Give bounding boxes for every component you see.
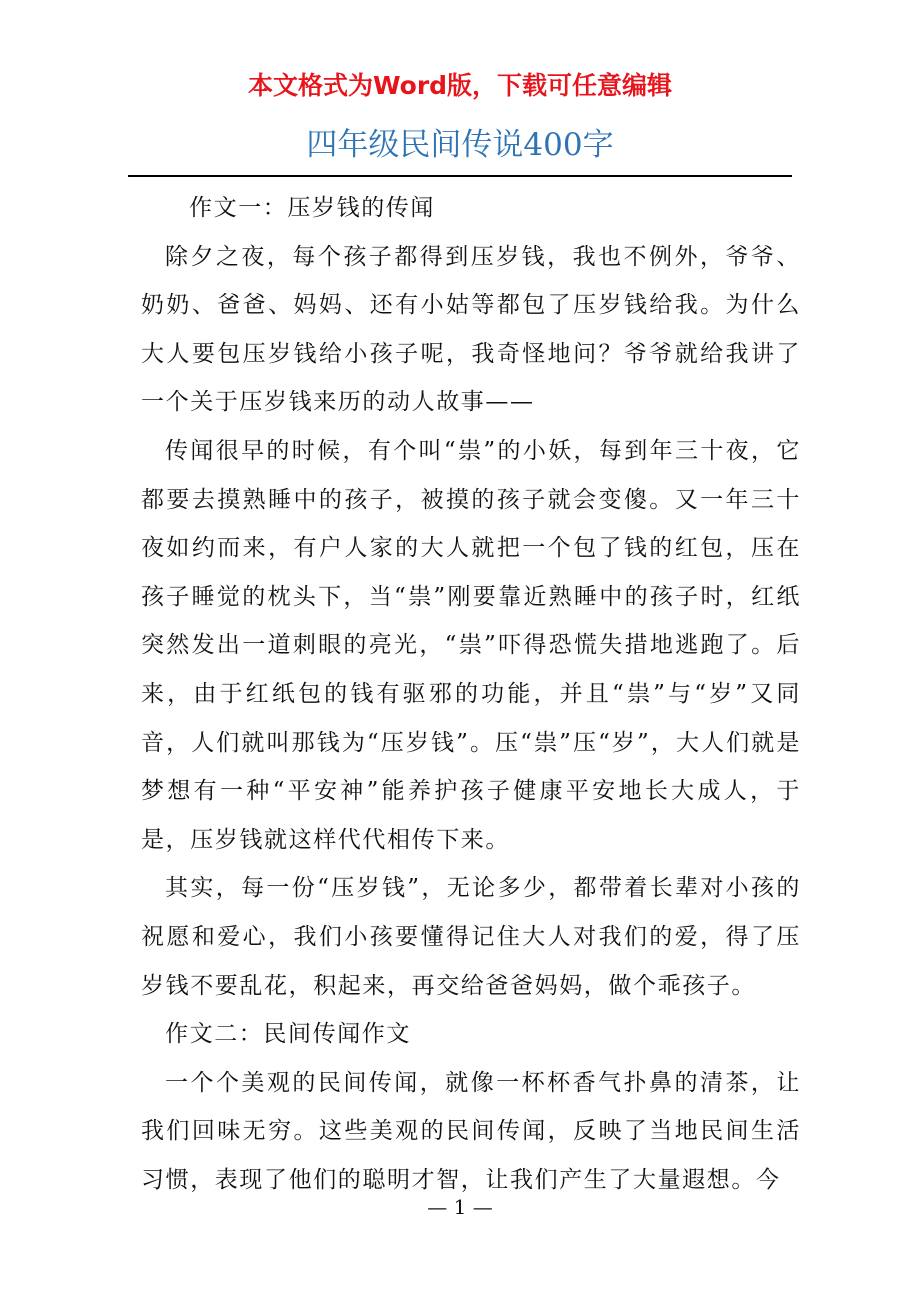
essay1-heading: 作文一：压岁钱的传闻	[189, 195, 435, 221]
essay1-paragraph-1: 除夕之夜，每个孩子都得到压岁钱，我也不例外，爷爷、奶奶、爸爸、妈妈、还有小姑等都包了压岁钱给我。为什么大人要包压岁钱给小孩子呢，我奇怪地问？爷爷就给我讲了一个关于压岁钱来历的动人故事——	[141, 243, 801, 416]
page-number: — 1 —	[427, 1195, 493, 1219]
document-title: 四年级民间传说400字	[306, 127, 614, 163]
title-divider	[128, 175, 792, 177]
format-notice-banner: 本文格式为Word版，下载可任意编辑	[247, 71, 673, 100]
essay2-paragraph-1: 一个个美观的民间传闻，就像一杯杯香气扑鼻的清茶，让我们回味无穷。这些美观的民间传闻，反映了当地民间生活习惯，表现了他们的聪明才智，让我们产生了大量遐想。今	[141, 1069, 801, 1193]
essay1-paragraph-3: 其实，每一份“压岁钱”，无论多少，都带着长辈对小孩的祝愿和爱心，我们小孩要懂得记住大人对我们的爱，得了压岁钱不要乱花，积起来，再交给爸爸妈妈，做个乖孩子。	[141, 875, 801, 999]
essay2-heading: 作文二：民间传闻作文	[165, 1021, 411, 1048]
essay1-paragraph-2: 传闻很早的时候，有个叫“祟”的小妖，每到年三十夜，它都要去摸熟睡中的孩子，被摸的孩子就会变傻。又一年三十夜如约而来，有户人家的大人就把一个包了钱的红包，压在孩子睡觉的枕头下，当“祟”刚要靠近熟睡中的孩子时，红纸突然发出一道刺眼的亮光，“祟”吓得恐慌失措地逃跑了。后来，由于红纸包的钱有驱邪的功能，并且“祟”与“岁”又同音，人们就叫那钱为“压岁钱”。压“祟”压“岁”，大人们就是梦想有一种“平安神”能养护孩子健康平安地长大成人，于是，压岁钱就这样代代相传下来。	[141, 437, 801, 853]
document-body	[141, 184, 801, 1204]
